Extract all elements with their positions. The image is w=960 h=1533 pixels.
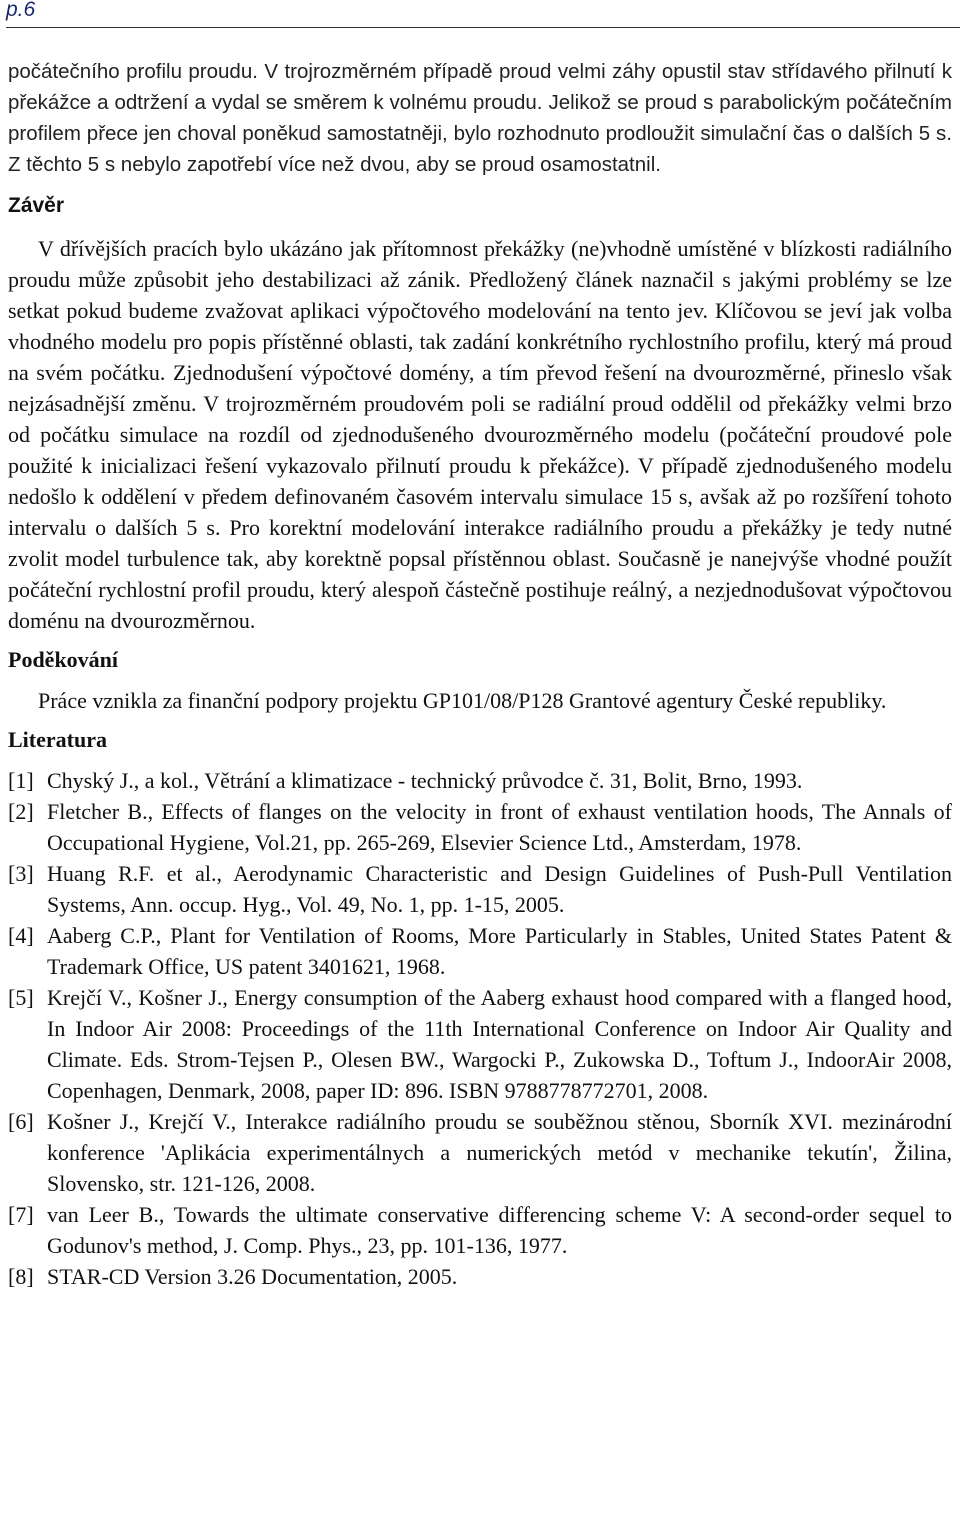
acknowledgement-text: Práce vznikla za finanční podpory projektu GP101/08/P128 Grantové agentury České republiky. [38,688,887,713]
reference-text: Aaberg C.P., Plant for Ventilation of Rooms, More Particularly in Stables, United States Patent & Trademark Office, US patent 3401621, 1968. [47,923,952,979]
reference-item [8,920,952,982]
reference-text: Chyský J., a kol., Větrání a klimatizace - technický průvodce č. 31, Bolit, Brno, 1993. [47,768,803,793]
reference-number: [2] [8,799,34,824]
acknowledgement-section [8,644,952,716]
reference-item [8,765,952,796]
conclusion-section [8,190,952,636]
acknowledgement-heading: Poděkování [8,647,119,672]
conclusion-heading: Závěr [8,194,65,217]
reference-item [8,796,952,858]
page-content [8,56,952,1292]
reference-item [8,1261,952,1292]
reference-item [8,982,952,1106]
reference-list [8,765,952,1292]
reference-number: [3] [8,861,34,886]
reference-text: STAR-CD Version 3.26 Documentation, 2005. [47,1264,458,1289]
reference-number: [4] [8,923,34,948]
page-number: p.6 [6,0,36,21]
references-section [8,724,952,1292]
reference-number: [6] [8,1109,34,1134]
intro-paragraph: počátečního profilu proudu. V trojrozměrném případě proud velmi záhy opustil stav střídavého přilnutí k překážce a odtržení a vydal se směrem k volnému proudu. Jelikož se proud s parabolickým počátečním profilem přece jen choval poněkud samostatněji, bylo rozhodnuto prodloužit simulační čas o dalších 5 s. Z těchto 5 s nebylo zapotřebí více než dvou, aby se proud osamostatnil. [8,60,952,176]
reference-number: [8] [8,1264,34,1289]
reference-number: [7] [8,1202,34,1227]
reference-text: Fletcher B., Effects of flanges on the velocity in front of exhaust ventilation hoods, The Annals of Occupational Hygiene, Vol.21, pp. 265-269, Elsevier Science Ltd., Amsterdam, 1978. [47,799,952,855]
reference-text: Huang R.F. et al., Aerodynamic Characteristic and Design Guidelines of Push-Pull Ventilation Systems, Ann. occup. Hyg., Vol. 49, No. 1, pp. 1-15, 2005. [47,861,952,917]
header-rule [6,27,960,28]
reference-text: Krejčí V., Košner J., Energy consumption of the Aaberg exhaust hood compared with a flanged hood, In Indoor Air 2008: Proceedings of the 11th International Conference on Indoor Air Quality and Climate. Eds. Strom-Tejsen P., Olesen BW., Wargocki P., Zukowska D., Toftum J., IndoorAir 2008, Copenhagen, Denmark, 2008, paper ID: 896. ISBN 9788778772701, 2008. [47,985,952,1103]
reference-item [8,1106,952,1199]
references-heading: Literatura [8,727,107,752]
reference-item [8,858,952,920]
reference-text: van Leer B., Towards the ultimate conservative differencing scheme V: A second-order sequel to Godunov's method, J. Comp. Phys., 23, pp. 101-136, 1977. [47,1202,952,1258]
reference-number: [5] [8,985,34,1010]
reference-text: Košner J., Krejčí V., Interakce radiálního proudu se souběžnou stěnou, Sborník XVI. mezinárodní konference 'Aplikácia experimentálnych a numerických metód v mechanike tekutín', Žilina, Slovensko, str. 121-126, 2008. [47,1109,952,1196]
reference-number: [1] [8,768,34,793]
reference-item [8,1199,952,1261]
conclusion-text: V dřívějších pracích bylo ukázáno jak přítomnost překážky (ne)vhodně umístěné v blízkosti radiálního proudu může způsobit jeho destabilizaci až zánik. Předložený článek naznačil s jakými problémy se lze setkat pokud budeme zvažovat aplikaci výpočtového modelování na tento jev. Klíčovou se jeví jak volba vhodného modelu pro popis přístěnné oblasti, tak zadání konkrétního rychlostního profilu, který má proud na svém počátku. Zjednodušení výpočtové domény, a tím převod řešení na dvourozměrné, přineslo však nejzásadnější změnu. V trojrozměrném proudovém poli se radiální proud oddělil od překážky velmi brzo od počátku simulace na rozdíl od zjednodušeného dvourozměrného modelu (počáteční proudové pole použité k inicializaci řešení vykazovalo přilnutí proudu k překážce). V případě zjednodušeného modelu nedošlo k oddělení v předem definovaném časovém intervalu simulace 15 s, avšak až po rozšíření tohoto intervalu o dalších 5 s. Pro korektní modelování interakce radiálního proudu a překážky je tedy nutné zvolit model turbulence tak, aby korektně popsal přístěnnou oblast. Současně je nanejvýše vhodné použít počáteční rychlostní profil proudu, který alespoň částečně postihuje reálný, a nezjednodušovat výpočtovou doménu na dvourozměrnou. [8,236,952,633]
